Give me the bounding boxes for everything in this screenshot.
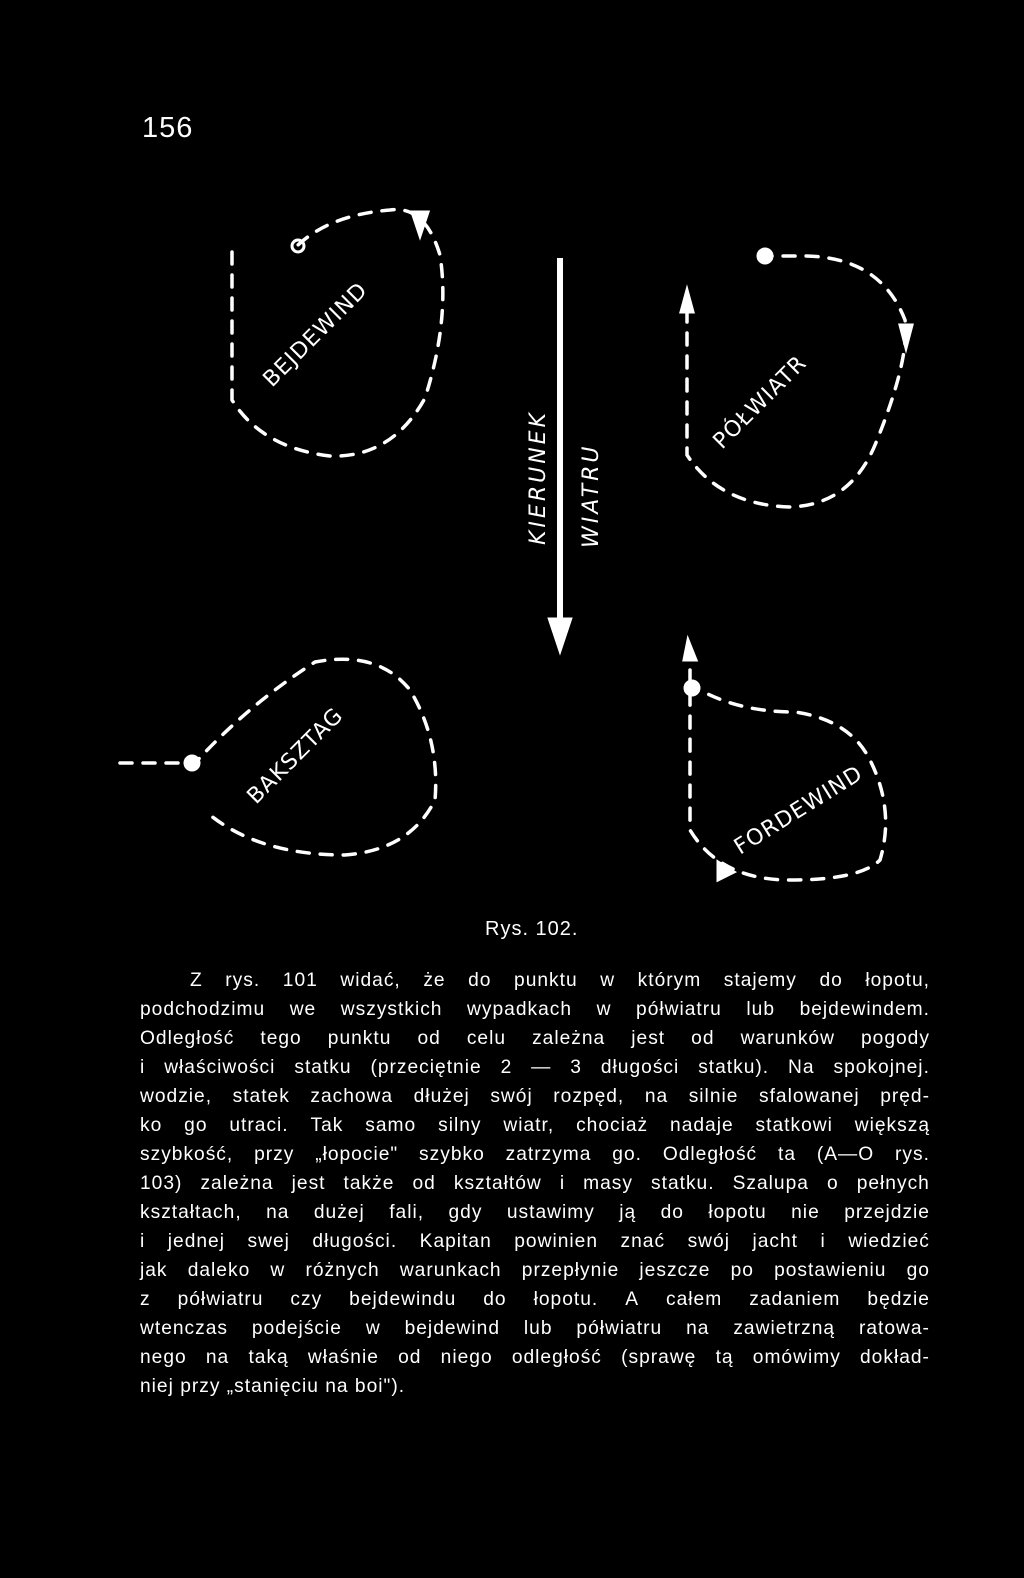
wind-direction-arrowhead [548,618,572,654]
baksztag-label: BAKSZTAG [242,703,349,810]
text-line: jak daleko w różnych warunkach przepłynie jeszcze po postawieniu go [140,1260,930,1281]
text-line: wtenczas podejście w bejdewind lub półwiatru na zawietrzną ratowa- [140,1318,930,1339]
polwiatr-start-marker [758,249,772,263]
fordewind-label: FORDEWIND [729,761,868,861]
body-paragraph [140,966,930,1401]
text-line: kształtach, na dużej fali, gdy ustawimy ją do łopotu nie przejdzie [140,1202,930,1223]
text-line: szybkość, przy „łopocie" szybko zatrzyma go. Odległość ta (A—O rys. [140,1144,930,1165]
bejdewind-track [232,210,443,457]
figure-caption: Rys. 102. [485,918,579,940]
baksztag-start-marker [185,756,199,770]
bejdewind-label: BEJDEWIND [258,277,374,393]
fordewind-arrowhead [684,640,696,660]
text-line: ko go utraci. Tak samo silny wiatr, chociaż nadaje statkowi większą [140,1115,930,1136]
polwiatr-label: PÓŁWIATR [708,350,812,455]
wiatru-label: WIATRU [579,443,604,548]
text-line: wodzie, statek zachowa dłużej swój rozpęd, na silnie sfalowanej pręd- [140,1086,930,1107]
text-line: niej przy „stanięciu na boi"). [140,1376,406,1397]
kierunek-label: KIERUNEK [526,410,551,545]
text-line: 103) zależna jest także od kształtów i masy statku. Szalupa o pełnych [140,1173,930,1194]
fordewind-start-marker [685,681,699,695]
text-line: i właściwości statku (przeciętnie 2 — 3 długości statku). Na spokojnej. [140,1057,930,1078]
text-line: Z rys. 101 widać, że do punktu w którym stajemy do łopotu, [190,970,930,991]
text-line: nego na taką właśnie od niego odległość (sprawę tą omówimy dokład- [140,1347,930,1368]
polwiatr-arrowhead [681,290,693,312]
polwiatr-arrowhead-right [900,325,912,348]
text-line: Odległość tego punktu od celu zależna jest od warunków pogody [140,1028,930,1049]
page-number: 156 [142,112,194,144]
text-line: z półwiatru czy bejdewindu do łopotu. A całem zadaniem będzie [140,1289,930,1310]
text-line: podchodzimu we wszystkich wypadkach w półwiatru lub bejdewindem. [140,999,930,1020]
text-line: i jednej swej długości. Kapitan powinien znać swój jacht i wiedzieć [140,1231,930,1252]
